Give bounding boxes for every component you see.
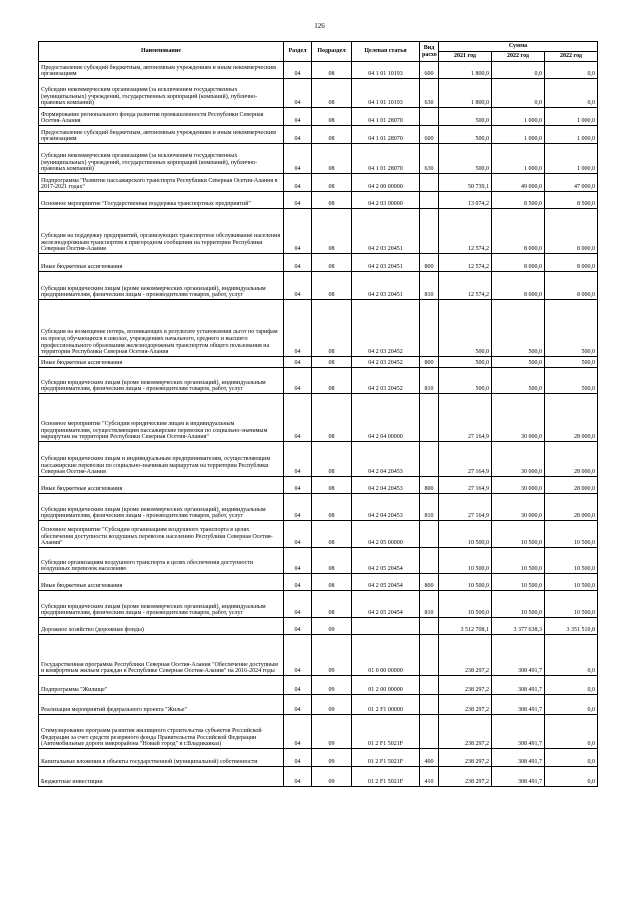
cell-sum-2022-second: 0,0 — [545, 749, 598, 767]
cell-razdel: 04 — [284, 394, 312, 442]
cell-celevaya-statya: 04 2 03 20452 — [352, 357, 420, 368]
cell-podrazdel: 08 — [312, 368, 352, 394]
cell-podrazdel: 08 — [312, 174, 352, 192]
cell-razdel: 04 — [284, 676, 312, 695]
cell-razdel: 04 — [284, 618, 312, 635]
header-year-2021: 2021 год — [439, 52, 492, 62]
cell-vid-rashodov — [420, 174, 439, 192]
cell-sum-2021: 238 297,2 — [439, 695, 492, 715]
header-celevaya-statya: Целевая статья — [352, 42, 420, 62]
cell-vid-rashodov: 800 — [420, 254, 439, 272]
cell-celevaya-statya: 01 2 F1 5021F — [352, 715, 420, 749]
cell-sum-2021: 27 164,9 — [439, 394, 492, 442]
cell-sum-2021: 10 500,0 — [439, 591, 492, 618]
table-row — [39, 108, 598, 126]
cell-podrazdel: 08 — [312, 548, 352, 574]
cell-celevaya-statya: 04 1 01 10193 — [352, 62, 420, 79]
cell-sum-2022-second: 3 351 510,8 — [545, 618, 598, 635]
table-row — [39, 618, 598, 635]
cell-sum-2022-first: 308 491,7 — [492, 635, 545, 676]
budget-table — [38, 41, 598, 787]
cell-sum-2021: 12 574,2 — [439, 272, 492, 300]
cell-razdel: 04 — [284, 192, 312, 209]
cell-razdel: 04 — [284, 272, 312, 300]
cell-sum-2022-second: 8 000,0 — [545, 254, 598, 272]
cell-celevaya-statya: 04 2 04 20453 — [352, 477, 420, 494]
table-row — [39, 442, 598, 477]
table-row — [39, 192, 598, 209]
cell-sum-2021: 10 500,0 — [439, 574, 492, 591]
cell-name: Предоставление субсидий бюджетным, автономным учреждениям и иным некоммерческим организациям — [39, 126, 284, 144]
cell-celevaya-statya: 04 2 03 20451 — [352, 209, 420, 254]
cell-sum-2022-second: 10 500,0 — [545, 574, 598, 591]
cell-sum-2022-second: 10 500,0 — [545, 548, 598, 574]
table-row — [39, 79, 598, 108]
cell-celevaya-statya: 04 2 05 20454 — [352, 591, 420, 618]
cell-name: Субсидии юридическим лицам и индивидуальным предпринимателям, осуществляющим пассажирские перевозки по социально-значимым маршрутам на территории Республики Северная Осетия-Алания — [39, 442, 284, 477]
cell-vid-rashodov — [420, 394, 439, 442]
cell-name: Субсидии некоммерческим организациям (за исключением государственных (муниципальных) учреждений, государственных корпораций (компаний), публично-правовых компаний) — [39, 79, 284, 108]
header-name: Наименование — [39, 42, 284, 62]
cell-razdel: 04 — [284, 442, 312, 477]
cell-sum-2021: 27 164,9 — [439, 477, 492, 494]
cell-celevaya-statya: 01 2 F1 5021F — [352, 749, 420, 767]
cell-razdel: 04 — [284, 591, 312, 618]
cell-podrazdel: 08 — [312, 254, 352, 272]
cell-name: Подпрограмма "Развитие пассажирского транспорта Республики Северная Осетия-Алания в 2017-2021 годах" — [39, 174, 284, 192]
cell-name: Основное мероприятие "Субсидии юридическим лицам и индивидуальным предпринимателям, осуществляющим пассажирские перевозки по социально-значимым маршрутам на территории Республики Северная Осетия-Алания" — [39, 394, 284, 442]
cell-podrazdel: 08 — [312, 144, 352, 174]
cell-celevaya-statya: 01 2 F1 00000 — [352, 695, 420, 715]
cell-vid-rashodov: 800 — [420, 477, 439, 494]
cell-razdel: 04 — [284, 521, 312, 548]
cell-sum-2021: 238 297,2 — [439, 676, 492, 695]
cell-podrazdel: 08 — [312, 591, 352, 618]
cell-celevaya-statya: 04 2 04 20453 — [352, 442, 420, 477]
table-row — [39, 494, 598, 521]
cell-razdel: 04 — [284, 494, 312, 521]
table-row — [39, 767, 598, 787]
cell-sum-2022-second: 1 000,0 — [545, 144, 598, 174]
cell-celevaya-statya: 04 2 05 20454 — [352, 548, 420, 574]
cell-celevaya-statya: 04 2 05 20454 — [352, 574, 420, 591]
cell-sum-2022-first: 1 000,0 — [492, 126, 545, 144]
cell-name: Капитальные вложения в объекты государственной (муниципальной) собственности — [39, 749, 284, 767]
cell-sum-2021: 500,0 — [439, 300, 492, 357]
cell-podrazdel: 08 — [312, 394, 352, 442]
cell-sum-2022-second: 0,0 — [545, 676, 598, 695]
cell-sum-2022-second: 8 500,0 — [545, 192, 598, 209]
page-number: 126 — [314, 22, 325, 30]
table-row — [39, 209, 598, 254]
cell-vid-rashodov — [420, 192, 439, 209]
cell-razdel: 04 — [284, 79, 312, 108]
cell-sum-2021: 500,0 — [439, 368, 492, 394]
cell-vid-rashodov: 800 — [420, 357, 439, 368]
cell-celevaya-statya: 04 2 03 20452 — [352, 368, 420, 394]
cell-razdel: 04 — [284, 548, 312, 574]
cell-razdel: 04 — [284, 749, 312, 767]
cell-sum-2021: 1 800,0 — [439, 62, 492, 79]
cell-sum-2022-first: 8 000,0 — [492, 272, 545, 300]
cell-podrazdel: 09 — [312, 618, 352, 635]
cell-podrazdel: 08 — [312, 192, 352, 209]
header-vid-rashodov: Вид расхо — [420, 42, 439, 62]
cell-name: Формирование регионального фонда развития промышленности Республики Северная Осетия-Алания — [39, 108, 284, 126]
cell-podrazdel: 08 — [312, 272, 352, 300]
cell-celevaya-statya: 04 1 01 10193 — [352, 79, 420, 108]
table-row — [39, 749, 598, 767]
cell-vid-rashodov — [420, 548, 439, 574]
table-header — [39, 42, 598, 62]
cell-sum-2022-first: 30 000,0 — [492, 494, 545, 521]
cell-podrazdel: 09 — [312, 635, 352, 676]
cell-sum-2022-second: 28 000,0 — [545, 494, 598, 521]
cell-celevaya-statya: 04 2 03 00000 — [352, 192, 420, 209]
cell-name: Иные бюджетные ассигнования — [39, 357, 284, 368]
cell-sum-2022-first: 308 491,7 — [492, 715, 545, 749]
cell-razdel: 04 — [284, 108, 312, 126]
cell-sum-2022-first: 0,0 — [492, 79, 545, 108]
cell-podrazdel: 09 — [312, 695, 352, 715]
cell-name: Иные бюджетные ассигнования — [39, 254, 284, 272]
cell-vid-rashodov: 410 — [420, 767, 439, 787]
cell-podrazdel: 08 — [312, 357, 352, 368]
cell-razdel: 04 — [284, 767, 312, 787]
cell-sum-2022-first: 10 500,0 — [492, 591, 545, 618]
cell-vid-rashodov: 630 — [420, 79, 439, 108]
cell-razdel: 04 — [284, 357, 312, 368]
cell-sum-2022-second: 1 000,0 — [545, 126, 598, 144]
cell-sum-2021: 500,0 — [439, 144, 492, 174]
cell-sum-2022-first: 8 000,0 — [492, 254, 545, 272]
cell-name: Субсидии организациям воздушного транспорта в целях обеспечения доступности воздушных перевозок населению — [39, 548, 284, 574]
cell-podrazdel: 08 — [312, 442, 352, 477]
cell-sum-2022-first: 0,0 — [492, 62, 545, 79]
cell-podrazdel: 09 — [312, 767, 352, 787]
cell-sum-2022-second: 0,0 — [545, 79, 598, 108]
cell-vid-rashodov — [420, 695, 439, 715]
cell-podrazdel: 08 — [312, 477, 352, 494]
cell-sum-2022-first: 500,0 — [492, 357, 545, 368]
cell-sum-2022-first: 308 491,7 — [492, 695, 545, 715]
cell-sum-2021: 238 297,2 — [439, 635, 492, 676]
cell-sum-2021: 3 512 708,1 — [439, 618, 492, 635]
cell-sum-2022-second: 1 000,0 — [545, 108, 598, 126]
cell-sum-2022-first: 10 500,0 — [492, 548, 545, 574]
cell-sum-2022-first: 308 491,7 — [492, 767, 545, 787]
table-row — [39, 591, 598, 618]
cell-name: Субсидия на поддержку предприятий, организующих транспортное обслуживание населения железнодорожным транспортом в пригородном сообщении на территории Республики Северная Осетия-Алания — [39, 209, 284, 254]
cell-sum-2021: 238 297,2 — [439, 749, 492, 767]
cell-razdel: 04 — [284, 477, 312, 494]
cell-razdel: 04 — [284, 209, 312, 254]
cell-sum-2022-second: 500,0 — [545, 357, 598, 368]
cell-podrazdel: 08 — [312, 209, 352, 254]
cell-celevaya-statya — [352, 618, 420, 635]
cell-vid-rashodov: 810 — [420, 272, 439, 300]
cell-celevaya-statya: 04 1 01 28070 — [352, 144, 420, 174]
cell-sum-2021: 238 297,2 — [439, 767, 492, 787]
cell-podrazdel: 09 — [312, 715, 352, 749]
cell-vid-rashodov: 600 — [420, 62, 439, 79]
cell-celevaya-statya: 04 2 03 20452 — [352, 300, 420, 357]
cell-name: Субсидии юридическим лицам (кроме некоммерческих организаций), индивидуальным предпринимателям, физическим лицам - производителям товаров, работ, услуг — [39, 272, 284, 300]
cell-vid-rashodov: 400 — [420, 749, 439, 767]
cell-sum-2022-first: 1 000,0 — [492, 108, 545, 126]
cell-name: Бюджетные инвестиции — [39, 767, 284, 787]
cell-celevaya-statya: 04 2 05 00000 — [352, 521, 420, 548]
cell-celevaya-statya: 04 2 03 20451 — [352, 272, 420, 300]
cell-vid-rashodov — [420, 108, 439, 126]
cell-name: Субсидия на возмещение потерь, возникающих в результате установления льгот по тарифам на проезд обучающихся в школах, учреждениях начального, среднего и высшего профессионального образования железнодорожным транспортом общего пользования на территории Республики Северная Осетия-Алания — [39, 300, 284, 357]
cell-vid-rashodov — [420, 715, 439, 749]
cell-sum-2022-second: 10 500,0 — [545, 521, 598, 548]
cell-sum-2021: 500,0 — [439, 108, 492, 126]
cell-vid-rashodov — [420, 209, 439, 254]
table-row — [39, 254, 598, 272]
cell-sum-2021: 1 800,0 — [439, 79, 492, 108]
cell-sum-2021: 10 500,0 — [439, 521, 492, 548]
table-row — [39, 272, 598, 300]
cell-sum-2022-second: 0,0 — [545, 767, 598, 787]
table-body — [39, 62, 598, 787]
header-year-2022-second: 2022 год — [545, 52, 598, 62]
cell-celevaya-statya: 04 1 01 28070 — [352, 108, 420, 126]
cell-sum-2022-first: 10 500,0 — [492, 574, 545, 591]
table-row — [39, 477, 598, 494]
cell-razdel: 04 — [284, 62, 312, 79]
cell-sum-2022-second: 0,0 — [545, 695, 598, 715]
cell-razdel: 04 — [284, 174, 312, 192]
cell-name: Подпрограмма "Жилище" — [39, 676, 284, 695]
header-razdel: Раздел — [284, 42, 312, 62]
cell-sum-2022-first: 30 000,0 — [492, 477, 545, 494]
cell-name: Субсидии юридическим лицам (кроме некоммерческих организаций), индивидуальным предпринимателям, физическим лицам - производителям товаров, работ, услуг — [39, 494, 284, 521]
cell-name: Основное мероприятие "Государственная поддержка транспортных предприятий" — [39, 192, 284, 209]
cell-sum-2022-second: 28 000,0 — [545, 394, 598, 442]
table-row — [39, 548, 598, 574]
cell-sum-2022-second: 28 000,0 — [545, 442, 598, 477]
cell-razdel: 04 — [284, 144, 312, 174]
cell-sum-2022-first: 1 000,0 — [492, 144, 545, 174]
cell-vid-rashodov: 810 — [420, 591, 439, 618]
cell-sum-2022-first: 10 500,0 — [492, 521, 545, 548]
cell-podrazdel: 09 — [312, 676, 352, 695]
cell-sum-2021: 27 164,9 — [439, 494, 492, 521]
cell-name: Реализация мероприятий федерального проекта "Жилье" — [39, 695, 284, 715]
cell-razdel: 04 — [284, 574, 312, 591]
cell-sum-2022-second: 8 000,0 — [545, 209, 598, 254]
cell-razdel: 04 — [284, 715, 312, 749]
table-row — [39, 394, 598, 442]
cell-podrazdel: 08 — [312, 79, 352, 108]
cell-vid-rashodov: 810 — [420, 368, 439, 394]
cell-vid-rashodov — [420, 635, 439, 676]
table-row — [39, 62, 598, 79]
cell-celevaya-statya: 01 0 00 00000 — [352, 635, 420, 676]
cell-celevaya-statya: 01 2 00 00000 — [352, 676, 420, 695]
cell-podrazdel: 08 — [312, 62, 352, 79]
cell-podrazdel: 08 — [312, 494, 352, 521]
cell-sum-2022-first: 49 000,0 — [492, 174, 545, 192]
cell-sum-2022-first: 308 491,7 — [492, 749, 545, 767]
table-row — [39, 126, 598, 144]
cell-sum-2022-second: 8 000,0 — [545, 272, 598, 300]
cell-name: Иные бюджетные ассигнования — [39, 574, 284, 591]
cell-podrazdel: 08 — [312, 574, 352, 591]
table-row — [39, 574, 598, 591]
cell-name: Государственная программа Республики Северная Осетия-Алания "Обеспечение доступным и комфортным жильем граждан в Республике Северная Осетия-Алания" на 2016-2024 годы — [39, 635, 284, 676]
cell-sum-2022-second: 0,0 — [545, 715, 598, 749]
table-row — [39, 695, 598, 715]
cell-sum-2022-first: 8 500,0 — [492, 192, 545, 209]
cell-sum-2022-second: 10 500,0 — [545, 591, 598, 618]
cell-sum-2021: 12 574,2 — [439, 209, 492, 254]
cell-sum-2021: 500,0 — [439, 126, 492, 144]
cell-razdel: 04 — [284, 254, 312, 272]
cell-razdel: 04 — [284, 695, 312, 715]
cell-vid-rashodov — [420, 521, 439, 548]
cell-vid-rashodov: 630 — [420, 144, 439, 174]
cell-vid-rashodov — [420, 300, 439, 357]
cell-name: Субсидии некоммерческим организациям (за исключением государственных (муниципальных) учреждений, государственных корпораций (компаний), публично-правовых компаний) — [39, 144, 284, 174]
cell-vid-rashodov — [420, 442, 439, 477]
cell-celevaya-statya: 01 2 F1 5021F — [352, 767, 420, 787]
cell-sum-2021: 238 297,2 — [439, 715, 492, 749]
cell-sum-2022-second: 500,0 — [545, 368, 598, 394]
cell-vid-rashodov — [420, 676, 439, 695]
cell-vid-rashodov — [420, 618, 439, 635]
table-row — [39, 635, 598, 676]
cell-celevaya-statya: 04 2 00 00000 — [352, 174, 420, 192]
cell-podrazdel: 08 — [312, 126, 352, 144]
table-row — [39, 300, 598, 357]
cell-vid-rashodov: 800 — [420, 574, 439, 591]
table-row — [39, 521, 598, 548]
cell-sum-2021: 27 164,9 — [439, 442, 492, 477]
cell-sum-2022-first: 308 491,7 — [492, 676, 545, 695]
cell-name: Стимулирование программ развития жилищного строительства субъектов Российской Федерации за счет средств резервного фонда Правительства Российской Федерации (Автомобильные дороги микрорайона "Новый город" в г.Владикавказ) — [39, 715, 284, 749]
cell-podrazdel: 09 — [312, 749, 352, 767]
cell-vid-rashodov: 810 — [420, 494, 439, 521]
cell-razdel: 04 — [284, 300, 312, 357]
cell-name: Иные бюджетные ассигнования — [39, 477, 284, 494]
cell-name: Субсидии юридическим лицам (кроме некоммерческих организаций), индивидуальным предпринимателям, физическим лицам - производителям товаров, работ, услуг — [39, 368, 284, 394]
header-year-2022-first: 2022 год — [492, 52, 545, 62]
cell-celevaya-statya: 04 2 04 20453 — [352, 494, 420, 521]
cell-podrazdel: 08 — [312, 108, 352, 126]
cell-celevaya-statya: 04 2 04 00000 — [352, 394, 420, 442]
cell-razdel: 04 — [284, 635, 312, 676]
cell-celevaya-statya: 04 2 03 20451 — [352, 254, 420, 272]
table-row — [39, 174, 598, 192]
cell-razdel: 04 — [284, 368, 312, 394]
cell-sum-2022-first: 500,0 — [492, 300, 545, 357]
cell-sum-2022-second: 47 000,0 — [545, 174, 598, 192]
cell-sum-2022-first: 500,0 — [492, 368, 545, 394]
cell-sum-2022-first: 30 000,0 — [492, 442, 545, 477]
cell-vid-rashodov: 600 — [420, 126, 439, 144]
header-podrazdel: Подраздел — [312, 42, 352, 62]
cell-sum-2021: 12 574,2 — [439, 254, 492, 272]
table-row — [39, 715, 598, 749]
cell-name: Субсидии юридическим лицам (кроме некоммерческих организаций), индивидуальным предпринимателям, физическим лицам - производителям товаров, работ, услуг — [39, 591, 284, 618]
cell-sum-2021: 13 074,2 — [439, 192, 492, 209]
cell-podrazdel: 08 — [312, 521, 352, 548]
cell-podrazdel: 08 — [312, 300, 352, 357]
cell-sum-2022-first: 3 377 638,3 — [492, 618, 545, 635]
table-row — [39, 357, 598, 368]
cell-name: Основное мероприятие "Субсидии организациям воздушного транспорта в целях обеспечения доступности воздушных перевозок населению Республики Северная Осетия-Алания" — [39, 521, 284, 548]
table-row — [39, 368, 598, 394]
cell-sum-2022-second: 500,0 — [545, 300, 598, 357]
table-row — [39, 144, 598, 174]
cell-celevaya-statya: 04 1 01 28070 — [352, 126, 420, 144]
cell-sum-2021: 500,0 — [439, 357, 492, 368]
cell-sum-2022-second: 28 000,0 — [545, 477, 598, 494]
cell-sum-2021: 10 500,0 — [439, 548, 492, 574]
cell-name: Предоставление субсидий бюджетным, автономным учреждениям и иным некоммерческим организациям — [39, 62, 284, 79]
cell-sum-2022-first: 8 000,0 — [492, 209, 545, 254]
cell-name: Дорожное хозяйство (дорожные фонды) — [39, 618, 284, 635]
cell-sum-2022-first: 30 000,0 — [492, 394, 545, 442]
cell-sum-2022-second: 0,0 — [545, 62, 598, 79]
header-summa: Сумма — [439, 42, 598, 52]
cell-razdel: 04 — [284, 126, 312, 144]
cell-sum-2022-second: 0,0 — [545, 635, 598, 676]
cell-sum-2021: 50 739,1 — [439, 174, 492, 192]
table-row — [39, 676, 598, 695]
